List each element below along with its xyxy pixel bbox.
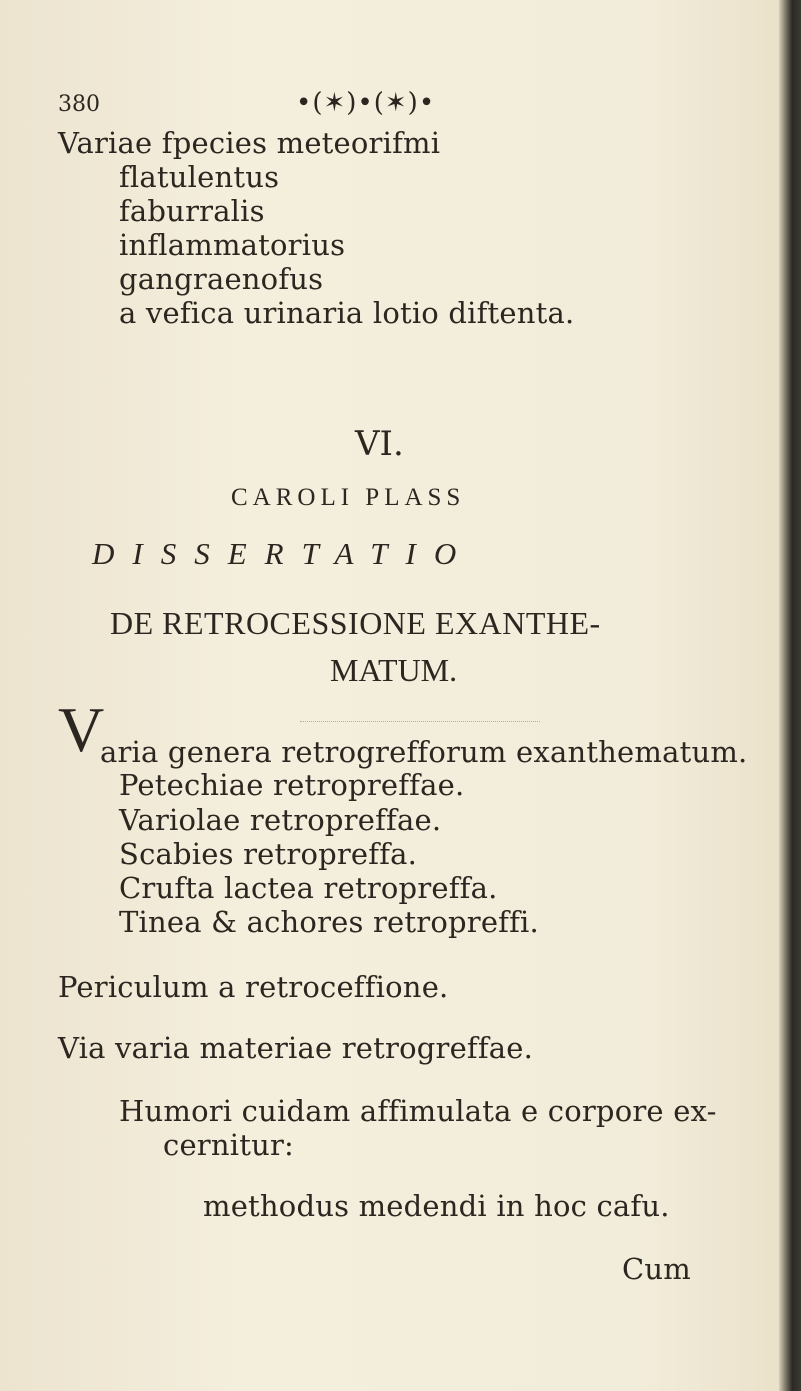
variety-item: flatulentus — [119, 160, 280, 194]
title-line-2: MATUM. — [330, 652, 458, 688]
variety-item: gangraenofus — [119, 262, 324, 296]
methodus-line: methodus medendi in hoc cafu. — [203, 1189, 670, 1223]
author-name: CAROLI PLASS — [231, 484, 466, 511]
body-line-1: aria genera retrogrefforum exanthematum. — [100, 735, 748, 769]
dissertatio-heading: DISSERTATIO — [92, 536, 475, 571]
section-numeral: VI. — [355, 424, 404, 464]
humori-line-2: cernitur: — [163, 1128, 294, 1162]
list-item: Tinea & achores retropreffi. — [119, 905, 539, 939]
variety-item: inflammatorius — [119, 228, 346, 262]
header-ornament: •(✶)•(✶)• — [296, 88, 436, 118]
list-item: Petechiae retropreffae. — [119, 768, 465, 802]
variety-item: faburralis — [119, 194, 265, 228]
title-line-1: DE RETROCESSIONE EXANTHE- — [110, 605, 601, 641]
list-item: Variolae retropreffae. — [119, 803, 442, 837]
drop-cap: V — [58, 694, 105, 765]
via-line: Via varia materiae retrogreffae. — [58, 1031, 534, 1065]
list-item: Crufta lactea retropreffa. — [119, 871, 498, 905]
book-spine-edge — [779, 0, 801, 1391]
varieties-heading: Variae fpecies meteorifmi — [58, 126, 441, 160]
humori-line-1: Humori cuidam affimulata e corpore ex- — [119, 1094, 717, 1128]
title-divider — [300, 721, 540, 722]
variety-item: a vefica urinaria lotio diftenta. — [119, 296, 575, 330]
catchword: Cum — [622, 1252, 691, 1286]
page-number: 380 — [58, 92, 100, 117]
list-item: Scabies retropreffa. — [119, 837, 418, 871]
periculum-line: Periculum a retroceffione. — [58, 970, 449, 1004]
